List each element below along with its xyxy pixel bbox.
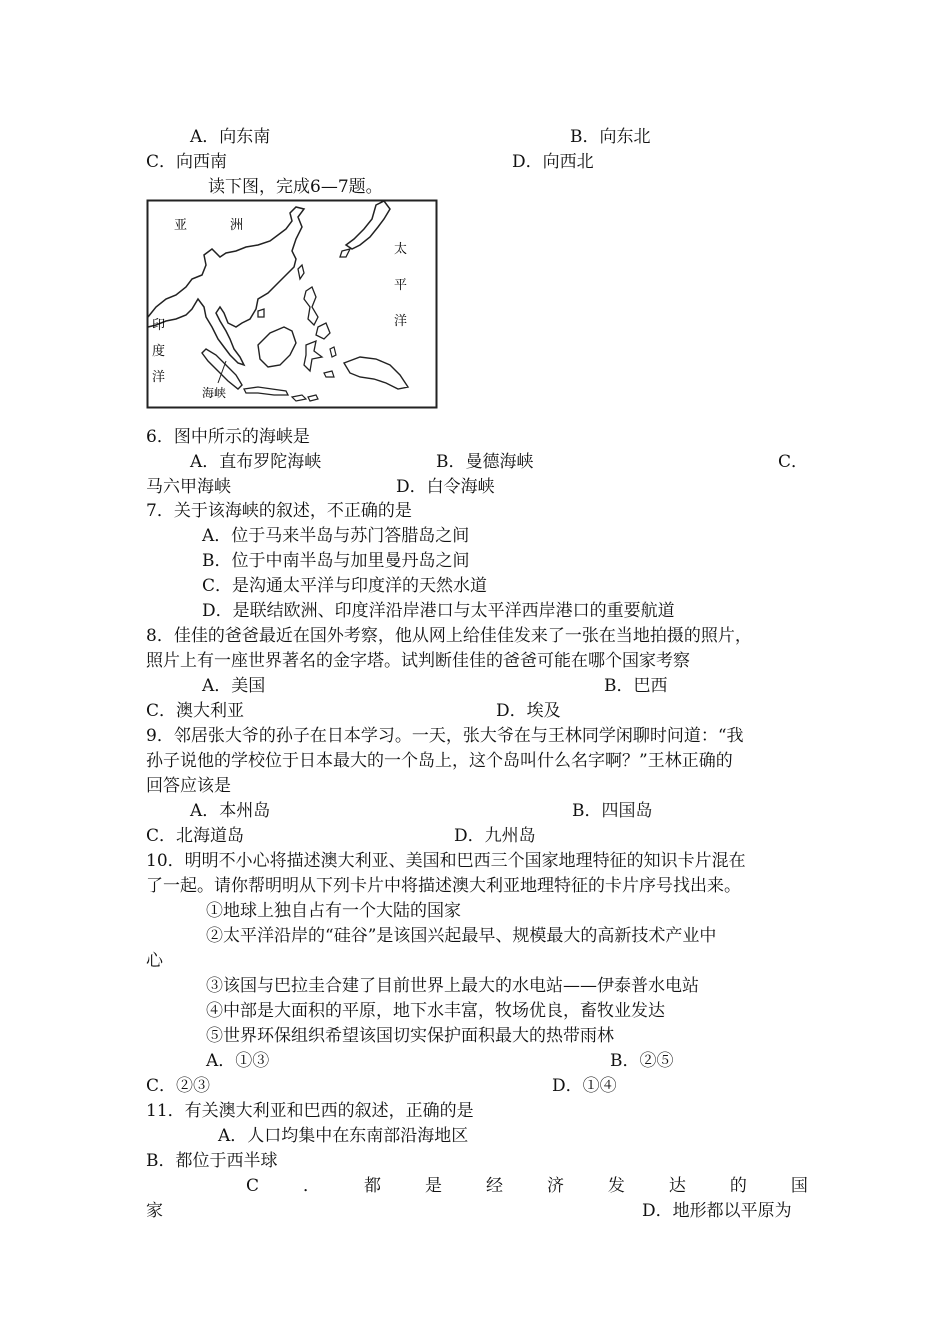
q10-card-2-cont: 心: [146, 951, 163, 971]
map-label-strait: 海峡: [202, 386, 227, 400]
q11-option-a: A．人口均集中在东南部沿海地区: [218, 1126, 469, 1146]
q11-c-char: 国: [790, 1176, 808, 1196]
q10-option-c: C．②③: [146, 1076, 211, 1096]
q6-option-d: D．白令海峡: [396, 477, 495, 497]
q10-option-d: D．①④: [552, 1076, 617, 1096]
q11-c-char: 济: [546, 1176, 564, 1196]
q11-c-char: 是: [424, 1176, 442, 1196]
map-label-indian-2: 度: [152, 344, 166, 359]
q9-option-a: A．本州岛: [190, 801, 271, 821]
q10-option-a: A．①③: [206, 1051, 270, 1071]
q11-c-char: 发: [607, 1176, 625, 1196]
q11-option-b: B．都位于西半球: [146, 1151, 278, 1171]
q11-stem: 11．有关澳大利亚和巴西的叙述，正确的是: [146, 1101, 474, 1121]
q10-option-b: B．②⑤: [610, 1051, 674, 1071]
q7-option-b: B．位于中南半岛与加里曼丹岛之间: [202, 551, 470, 571]
map-intro: 读下图，完成6—7题。: [208, 177, 383, 197]
q8-option-c: C．澳大利亚: [146, 701, 245, 721]
map-label-indian-1: 印: [152, 318, 166, 333]
q6-option-c-text: 马六甲海峡: [146, 477, 231, 497]
q11-option-d: D．地形都以平原为: [642, 1201, 792, 1221]
q6-stem: 6．图中所示的海峡是: [146, 427, 310, 447]
q11-c-char: 达: [668, 1176, 686, 1196]
q6-option-b: B．曼德海峡: [436, 452, 534, 472]
q6-option-c-label: C．: [778, 452, 809, 472]
map-label-pacific-2: 平: [394, 278, 408, 293]
q8-line-2: 照片上有一座世界著名的金字塔。试判断佳佳的爸爸可能在哪个国家考察: [146, 651, 690, 671]
q7-option-d: D．是联结欧洲、印度洋沿岸港口与太平洋西岸港口的重要航道: [202, 601, 675, 621]
q9-line-1: 9．邻居张大爷的孙子在日本学习。一天，张大爷在与王林同学闲聊时问道：“我: [146, 726, 744, 746]
q10-card-1: ①地球上独自占有一个大陆的国家: [206, 901, 461, 921]
q5-option-b: B．向东北: [570, 127, 651, 147]
q9-line-3: 回答应该是: [146, 776, 231, 796]
q10-card-2: ②太平洋沿岸的“硅谷”是该国兴起最早、规模最大的高新技术产业中: [206, 926, 717, 946]
q11-c-char: 经: [485, 1176, 503, 1196]
q7-stem: 7．关于该海峡的叙述，不正确的是: [146, 501, 412, 521]
q11-c-char: C: [246, 1176, 260, 1196]
southeast-asia-map: [146, 199, 438, 409]
map-label-pacific-1: 太: [394, 242, 408, 257]
q9-option-b: B．四国岛: [572, 801, 653, 821]
q7-option-c: C．是沟通太平洋与印度洋的天然水道: [202, 576, 488, 596]
q8-line-1: 8．佳佳的爸爸最近在国外考察，他从网上给佳佳发来了一张在当地拍摄的照片，: [146, 626, 752, 646]
q11-c-char: 都: [363, 1176, 381, 1196]
q8-option-d: D．埃及: [496, 701, 561, 721]
map-label-asia-1: 亚: [174, 218, 188, 233]
q10-card-5: ⑤世界环保组织希望该国切实保护面积最大的热带雨林: [206, 1026, 614, 1046]
q10-line-2: 了一起。请你帮明明从下列卡片中将描述澳大利亚地理特征的卡片序号找出来。: [146, 876, 741, 896]
q5-option-c: C．向西南: [146, 152, 228, 172]
map-label-asia-2: 洲: [230, 218, 244, 233]
q10-card-4: ④中部是大面积的平原，地下水丰富，牧场优良，畜牧业发达: [206, 1001, 665, 1021]
q7-option-a: A．位于马来半岛与苏门答腊岛之间: [202, 526, 470, 546]
q8-option-b: B．巴西: [604, 676, 668, 696]
q11-c-char: ．: [303, 1176, 320, 1196]
q10-line-1: 10．明明不小心将描述澳大利亚、美国和巴西三个国家地理特征的知识卡片混在: [146, 851, 746, 871]
q5-option-d: D．向西北: [512, 152, 594, 172]
q11-option-c-end: 家: [146, 1201, 163, 1221]
q6-option-a: A．直布罗陀海峡: [190, 452, 322, 472]
q8-option-a: A．美国: [202, 676, 266, 696]
q9-line-2: 孙子说他的学校位于日本最大的一个岛上，这个岛叫什么名字啊？”王林正确的: [146, 751, 733, 771]
q5-option-a: A．向东南: [190, 127, 271, 147]
q11-c-char: 的: [729, 1176, 747, 1196]
q11-option-c-spread: [246, 1175, 808, 1197]
q9-option-d: D．九州岛: [454, 826, 536, 846]
map-label-pacific-3: 洋: [394, 314, 408, 329]
map-label-indian-3: 洋: [152, 370, 166, 385]
q9-option-c: C．北海道岛: [146, 826, 245, 846]
q10-card-3: ③该国与巴拉圭合建了目前世界上最大的水电站——伊泰普水电站: [206, 976, 699, 996]
